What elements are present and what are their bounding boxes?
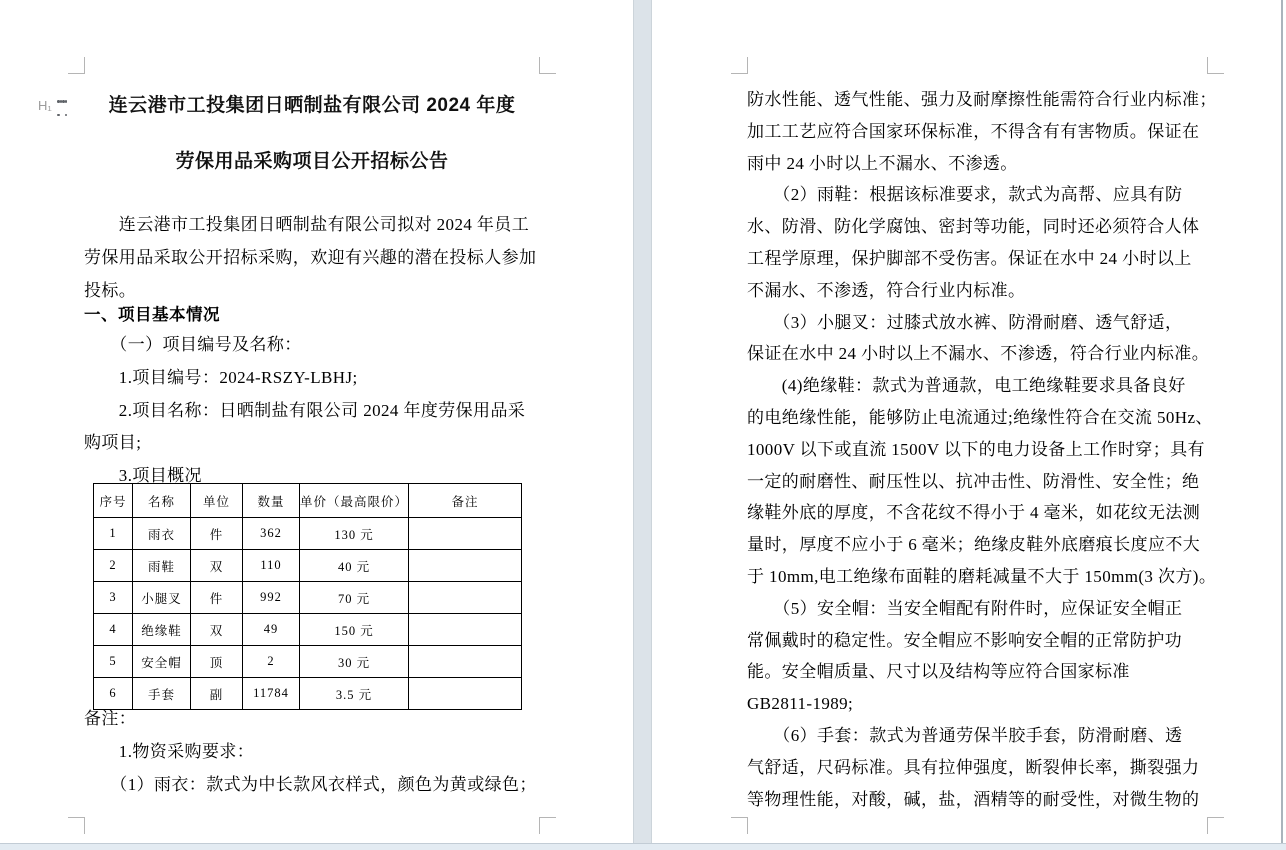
table-cell[interactable]: 5 <box>94 646 133 678</box>
table-cell[interactable] <box>409 582 522 614</box>
table-cell[interactable]: 30 元 <box>300 646 409 678</box>
table-cell[interactable] <box>409 646 522 678</box>
table-cell[interactable]: 110 <box>243 550 300 582</box>
table-cell[interactable]: 雨鞋 <box>133 550 191 582</box>
table-cell[interactable]: 3 <box>94 582 133 614</box>
table-cell[interactable]: 40 元 <box>300 550 409 582</box>
section-heading[interactable]: 一、项目基本情况 <box>84 306 220 324</box>
table-cell[interactable]: 11784 <box>243 678 300 710</box>
goods-table <box>93 483 522 710</box>
table-cell[interactable]: 双 <box>191 614 243 646</box>
document-title-line-2[interactable]: 劳保用品采购项目公开招标公告 <box>175 151 449 172</box>
project-info-lines <box>84 329 540 493</box>
table-row <box>94 646 522 678</box>
table-cell[interactable]: 顶 <box>191 646 243 678</box>
doc-line[interactable]: GB2811-1989; <box>747 694 854 714</box>
table-cell[interactable]: 4 <box>94 614 133 646</box>
page-2-text <box>747 84 1225 815</box>
doc-line[interactable]: 等物理性能，对酸，碱，盐，酒精等的耐受性，对微生物的 <box>747 789 1200 809</box>
doc-line[interactable]: 备注： <box>84 709 137 728</box>
table-cell[interactable]: 362 <box>243 518 300 550</box>
table-cell[interactable] <box>409 550 522 582</box>
table-cell[interactable]: 3.5 元 <box>300 678 409 710</box>
table-cell[interactable]: 992 <box>243 582 300 614</box>
crop-mark-icon <box>539 817 556 834</box>
table-cell[interactable]: 绝缘鞋 <box>133 614 191 646</box>
table-header-cell[interactable]: 备注 <box>409 484 522 518</box>
doc-line[interactable]: 常佩戴时的稳定性。安全帽应不影响安全帽的正常防护功 <box>747 630 1182 650</box>
remarks-lines <box>84 703 540 801</box>
doc-line[interactable]: 投标。 <box>84 280 137 300</box>
table-cell[interactable]: 双 <box>191 550 243 582</box>
doc-line[interactable]: 缘鞋外底的厚度，不含花纹不得小于 4 毫米，如花纹无法测 <box>747 503 1201 523</box>
page-gap-divider <box>633 0 652 843</box>
table-header-cell[interactable]: 单位 <box>191 484 243 518</box>
table-cell[interactable]: 150 元 <box>300 614 409 646</box>
doc-line[interactable]: 1.物资采购要求： <box>84 741 255 761</box>
doc-line[interactable]: 雨中 24 小时以上不漏水、不渗透。 <box>747 153 1018 173</box>
doc-line[interactable]: 一定的耐磨性、耐压性以、抗冲击性、防滑性、安全性；绝 <box>747 471 1200 491</box>
doc-line[interactable]: 连云港市工投集团日晒制盐有限公司拟对 2024 年员工 <box>84 215 530 234</box>
doc-line[interactable]: 水、防滑、防化学腐蚀、密封等功能，同时还必须符合人体 <box>747 217 1200 237</box>
doc-line[interactable]: （2）雨鞋：根据该标准要求，款式为高帮、应具有防 <box>747 185 1183 205</box>
table-header-cell[interactable]: 名称 <box>133 484 191 518</box>
table-cell[interactable]: 130 元 <box>300 518 409 550</box>
doc-line[interactable]: 加工工艺应符合国家环保标准，不得含有有害物质。保证在 <box>747 121 1200 141</box>
doc-line[interactable]: 劳保用品采取公开招标采购，欢迎有兴趣的潜在投标人参加 <box>84 247 537 267</box>
crop-mark-icon <box>68 57 85 74</box>
doc-line[interactable]: 不漏水、不渗透，符合行业内标准。 <box>747 280 1026 300</box>
table-cell[interactable]: 2 <box>243 646 300 678</box>
table-cell[interactable]: 副 <box>191 678 243 710</box>
table-cell[interactable] <box>409 518 522 550</box>
drag-handle-icon[interactable] <box>57 100 67 116</box>
crop-mark-icon <box>731 817 748 834</box>
doc-line[interactable]: 3.项目概况 <box>84 466 202 486</box>
doc-line[interactable]: 防水性能、透气性能、强力及耐摩擦性能需符合行业内标准； <box>747 90 1217 109</box>
crop-mark-icon <box>1207 57 1224 74</box>
doc-line[interactable]: 气舒适，尺码标准。具有拉伸强度，断裂伸长率，撕裂强力 <box>747 757 1200 777</box>
table-body <box>94 518 522 710</box>
doc-line[interactable]: 1000V 以下或直流 1500V 以下的电力设备上工作时穿；具有 <box>747 439 1205 459</box>
table-cell[interactable]: 件 <box>191 582 243 614</box>
doc-line[interactable]: 能。安全帽质量、尺寸以及结构等应符合国家标准 <box>747 662 1130 682</box>
crop-mark-icon <box>731 57 748 74</box>
doc-line[interactable]: (4)绝缘鞋：款式为普通款，电工绝缘鞋要求具备良好 <box>747 376 1186 396</box>
table-header-cell[interactable]: 单价（最高限价） <box>300 484 409 518</box>
table-cell[interactable]: 小腿叉 <box>133 582 191 614</box>
doc-line[interactable]: 工程学原理，保护脚部不受伤害。保证在水中 24 小时以上 <box>747 248 1192 268</box>
table-row <box>94 614 522 646</box>
doc-line[interactable]: 2.项目名称：日晒制盐有限公司 2024 年度劳保用品采 <box>84 400 526 420</box>
crop-mark-icon <box>68 817 85 834</box>
table-cell[interactable]: 49 <box>243 614 300 646</box>
crop-mark-icon <box>539 57 556 74</box>
table-row <box>94 518 522 550</box>
table-cell[interactable]: 手套 <box>133 678 191 710</box>
table-row <box>94 550 522 582</box>
doc-line[interactable]: （5）安全帽：当安全帽配有附件时，应保证安全帽正 <box>747 598 1183 618</box>
doc-line[interactable]: 保证在水中 24 小时以上不漏水、不渗透，符合行业内标准。 <box>747 344 1210 364</box>
bottom-scroll-strip[interactable] <box>0 843 1286 850</box>
table-row <box>94 582 522 614</box>
doc-line[interactable]: （一）项目编号及名称： <box>84 335 302 354</box>
document-title-line-1[interactable]: 连云港市工投集团日晒制盐有限公司 2024 年度 <box>108 95 516 116</box>
page-1 <box>84 0 540 843</box>
window-right-border <box>1281 0 1283 843</box>
table-header-row <box>94 484 522 518</box>
table-header-cell[interactable]: 数量 <box>243 484 300 518</box>
doc-line[interactable]: 于 10mm,电工绝缘布面鞋的磨耗减量不大于 150mm(3 次方)。 <box>747 566 1217 586</box>
doc-line[interactable]: 1.项目编号：2024-RSZY-LBHJ; <box>84 367 358 387</box>
table-header-cell[interactable]: 序号 <box>94 484 133 518</box>
doc-line[interactable]: 量时，厚度不应小于 6 毫米；绝缘皮鞋外底磨痕长度应不大 <box>747 535 1201 555</box>
table-cell[interactable]: 件 <box>191 518 243 550</box>
table-cell[interactable]: 6 <box>94 678 133 710</box>
table-cell[interactable] <box>409 614 522 646</box>
table-cell[interactable]: 2 <box>94 550 133 582</box>
table-cell[interactable]: 雨衣 <box>133 518 191 550</box>
doc-line[interactable]: 的电绝缘性能，能够防止电流通过;绝缘性符合在交流 50Hz、 <box>747 407 1213 427</box>
intro-paragraph <box>84 209 540 307</box>
h1-heading-badge[interactable]: H₁ <box>38 98 52 113</box>
table-cell[interactable]: 1 <box>94 518 133 550</box>
doc-line[interactable]: （1）雨衣：款式为中长款风衣样式，颜色为黄或绿色； <box>84 774 537 794</box>
doc-line[interactable]: （3）小腿叉：过膝式放水裤、防滑耐磨、透气舒适， <box>747 312 1183 332</box>
doc-line[interactable]: 购项目; <box>84 433 142 453</box>
table-cell[interactable]: 安全帽 <box>133 646 191 678</box>
doc-line[interactable]: （6）手套：款式为普通劳保半胶手套，防滑耐磨、透 <box>747 725 1183 745</box>
crop-mark-icon <box>1207 817 1224 834</box>
table-cell[interactable]: 70 元 <box>300 582 409 614</box>
